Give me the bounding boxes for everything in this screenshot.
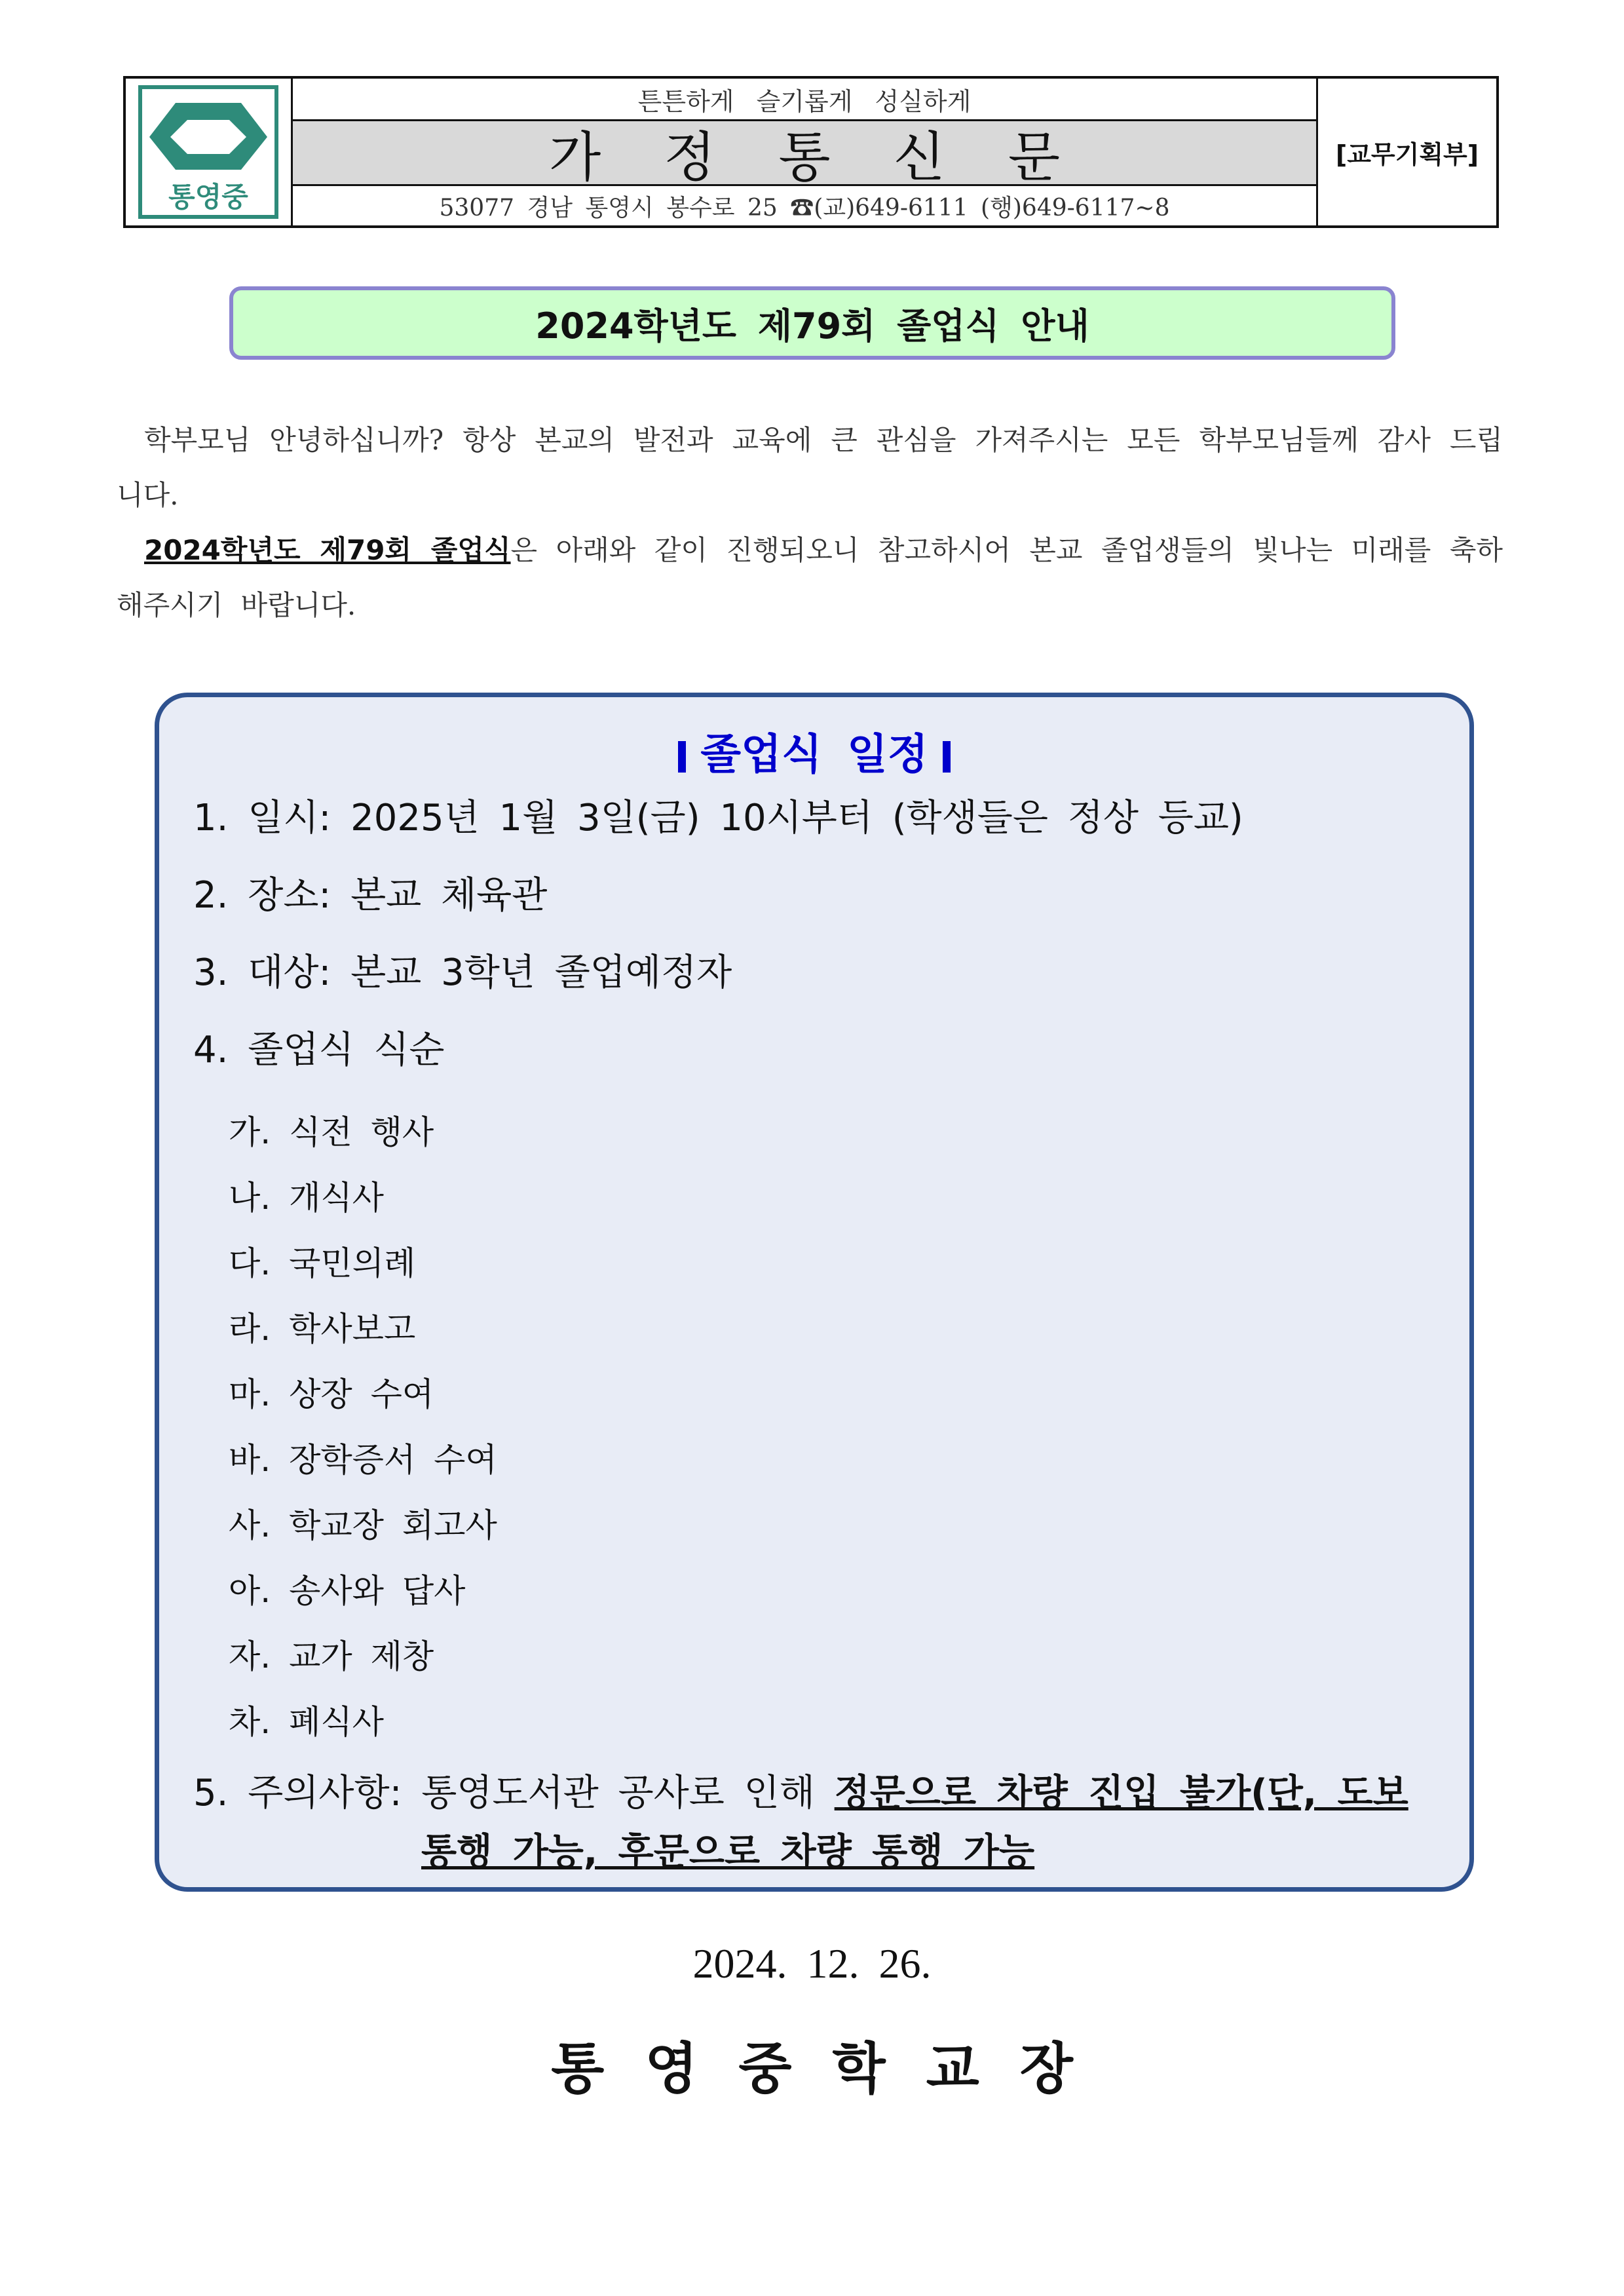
- masthead: [123, 76, 1499, 228]
- caution-emphasis-line1: 정문으로 차량 진입 불가(단, 도보: [834, 1772, 1408, 1814]
- schedule-item-order-title: 4. 졸업식 식순: [193, 1029, 445, 1071]
- department-label: [교무기획부]: [1316, 79, 1496, 225]
- schedule-item-datetime: 1. 일시: 2025년 1월 3일(금) 10시부터 (학생들은 정상 등교): [193, 797, 1243, 839]
- schedule-item-location: 2. 장소: 본교 체육관: [193, 874, 548, 917]
- school-motto: 튼튼하게 슬기롭게 성실하게: [637, 86, 972, 116]
- schedule-item-target: 3. 대상: 본교 3학년 졸업예정자: [193, 951, 732, 994]
- intro-paragraph-2-rest: 은 아래와 같이 진행되오니 참고하시어 본교 졸업생들의 빛나는 미래를 축하해주시기 바랍니다.: [117, 534, 1503, 621]
- logo-text: 통영중: [168, 181, 248, 213]
- intro-text: [117, 413, 1503, 633]
- schedule-box: [155, 693, 1474, 1892]
- heading-bar-right: [943, 741, 951, 773]
- order-item: 가. 식전 행사: [229, 1113, 434, 1151]
- order-item: 아. 송사와 답사: [229, 1572, 466, 1610]
- order-item: 나. 개식사: [229, 1179, 384, 1217]
- principal-signature: 통영중학교장: [551, 2036, 1114, 2101]
- order-item: 마. 상장 수여: [229, 1375, 434, 1413]
- intro-paragraph-2: [117, 523, 1503, 633]
- school-address: 53077 경남 통영시 봉수로 25 ☎(교)649-6111 (행)649-6117~8: [439, 194, 1170, 221]
- school-logo: [126, 79, 293, 225]
- order-item: 사. 학교장 회고사: [229, 1506, 497, 1544]
- school-emblem-icon: [136, 83, 280, 221]
- schedule-item-caution-continued: [421, 1823, 1034, 1875]
- order-item: 라. 학사보고: [229, 1310, 416, 1348]
- newsletter-title: 가정통신문: [293, 119, 1316, 186]
- order-item: 바. 장학증서 수여: [229, 1441, 497, 1479]
- order-item: 자. 교가 제창: [229, 1637, 434, 1675]
- issue-date: 2024. 12. 26.: [692, 1940, 932, 1987]
- heading-bar-left: [678, 741, 686, 773]
- order-item: 다. 국민의례: [229, 1244, 416, 1282]
- notice-title: 2024학년도 제79회 졸업식 안내: [229, 286, 1395, 360]
- intro-paragraph-1: 학부모님 안녕하십니까? 항상 본교의 발전과 교육에 큰 관심을 가져주시는 모든 학부모님들께 감사 드립니다.: [117, 424, 1503, 511]
- caution-emphasis-line2: 통행 가능, 후문으로 차량 통행 가능: [421, 1831, 1035, 1873]
- caution-prefix: 5. 주의사항: 통영도서관 공사로 인해: [193, 1772, 835, 1814]
- event-name: 2024학년도 제79회 졸업식: [144, 534, 511, 566]
- schedule-heading: [159, 721, 1469, 781]
- schedule-heading-text: 졸업식 일정: [700, 731, 928, 779]
- order-item: 차. 폐식사: [229, 1703, 384, 1741]
- schedule-item-caution: [193, 1764, 1408, 1816]
